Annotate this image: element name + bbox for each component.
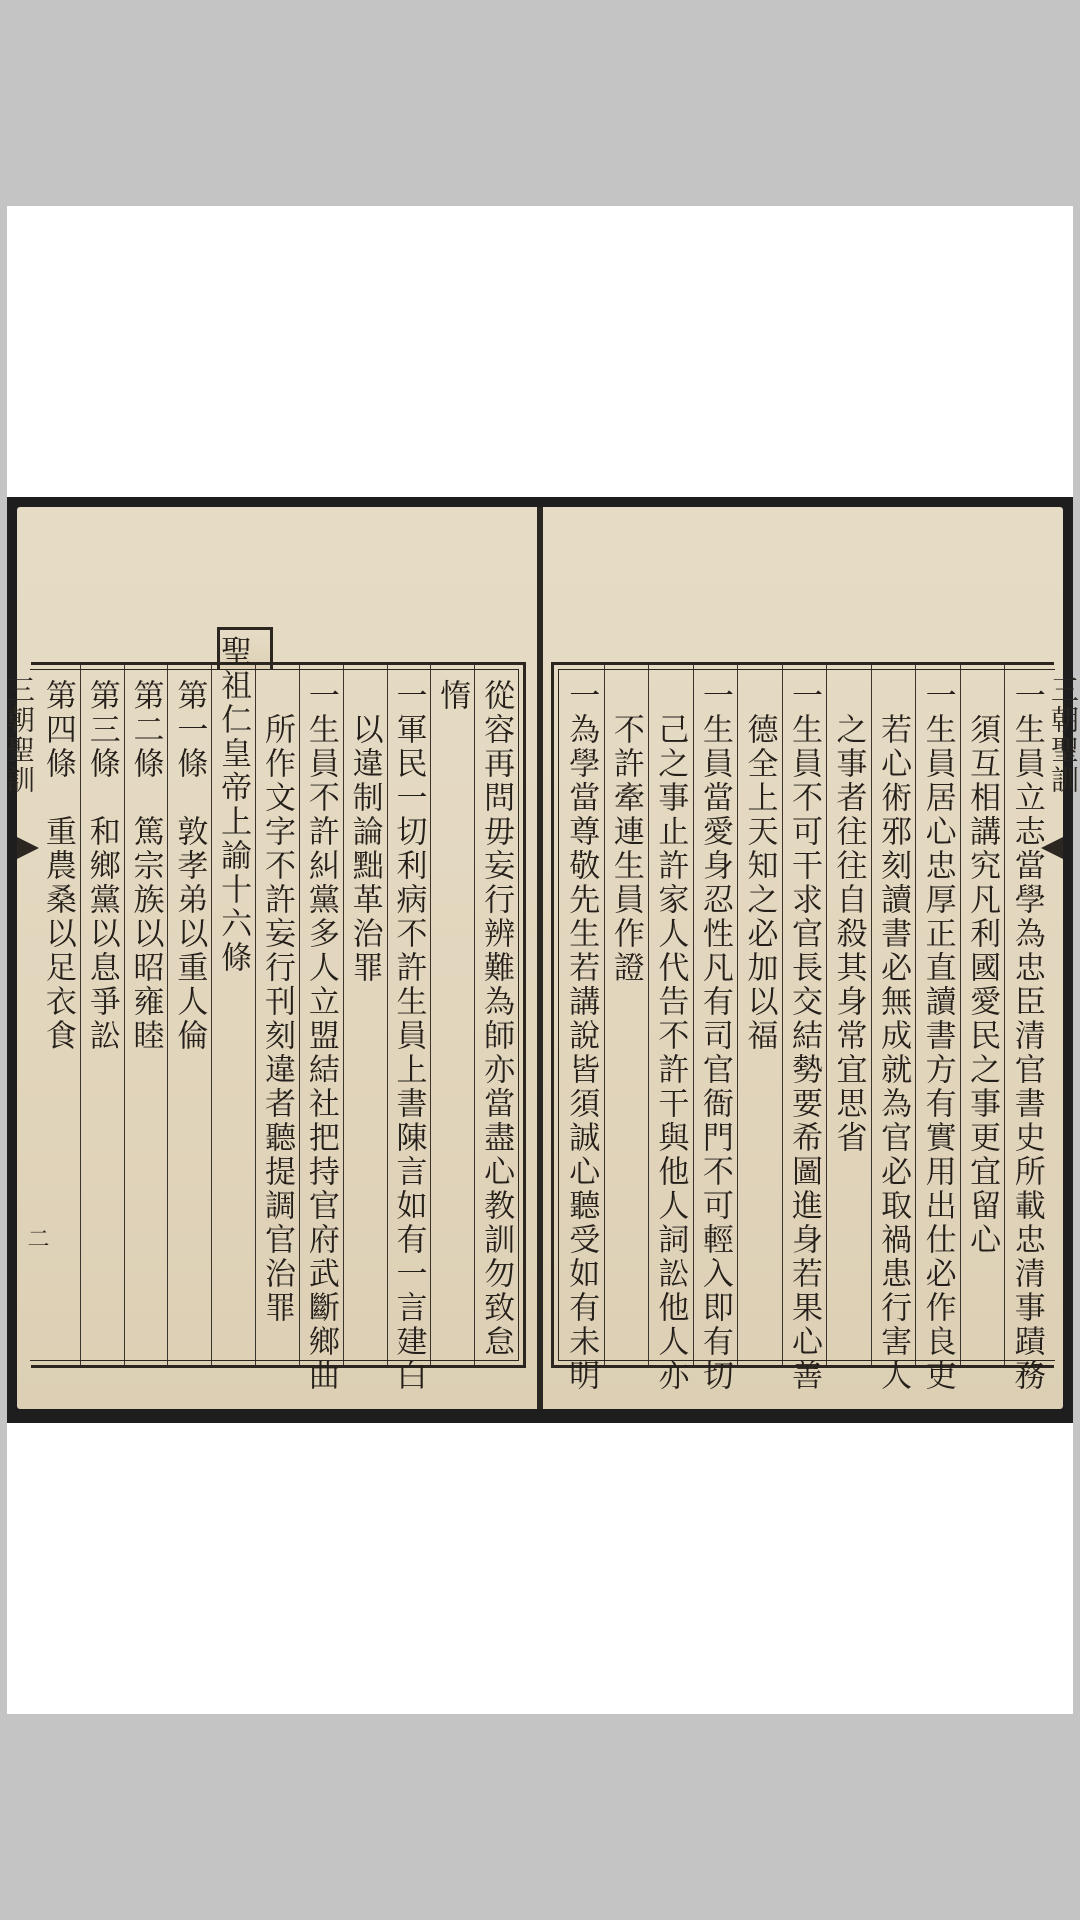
text-column: 若心術邪刻讀書必無成就為官必取禍患行害人 xyxy=(875,713,912,1393)
text-column: 所作文字不許妄行刊刻違者聽提調官治罪 xyxy=(259,713,295,1325)
text-column: 一為學當尊敬先生若講說皆須誠心聽受如有未明 xyxy=(563,679,600,1393)
column-rule xyxy=(826,665,827,1365)
column-rule xyxy=(648,665,649,1365)
text-column: 一生員不可干求官長交結勢要希圖進身若果心善 xyxy=(786,679,822,1393)
text-column: 第一條 敦孝弟以重人倫 xyxy=(171,679,208,1053)
column-rule xyxy=(343,665,344,1365)
right-page xyxy=(543,507,1080,1409)
text-column: 不許牽連生員作證 xyxy=(607,713,644,985)
column-rule xyxy=(604,665,605,1365)
column-rule xyxy=(255,665,256,1365)
text-column: 一生員不許糾黨多人立盟結社把持官府武斷鄉曲 xyxy=(302,679,339,1393)
column-rule xyxy=(737,665,738,1365)
text-column: 第二條 篤宗族以昭雍睦 xyxy=(127,679,164,1053)
column-rule xyxy=(960,665,961,1365)
text-column: 以違制論黜革治罪 xyxy=(346,713,383,985)
text-column: 第三條 和鄉黨以息爭訟 xyxy=(83,679,120,1053)
text-column: 一生員居心忠厚正直讀書方有實用出仕必作良吏 xyxy=(919,679,956,1393)
column-rule xyxy=(124,665,125,1365)
right-text-frame xyxy=(551,662,1054,1393)
text-column: 己之事止許家人代告不許干與他人詞訟他人亦 xyxy=(652,713,689,1393)
column-rule xyxy=(80,665,81,1365)
text-column: 從容再問毋妄行辨難為師亦當盡心教訓勿致怠 xyxy=(478,679,515,1359)
fish-tail-mark-right xyxy=(1041,837,1063,859)
book-spine-title-right: 三朝聖訓 xyxy=(1047,675,1080,795)
text-column: 第四條 重農桑以足衣食 xyxy=(39,679,76,1053)
column-rule xyxy=(211,665,212,1365)
text-column: 之事者往往自殺其身常宜思省 xyxy=(830,713,867,1155)
column-rule xyxy=(299,665,300,1365)
text-column: 德全上天知之必加以福 xyxy=(741,713,778,1053)
column-rule xyxy=(474,665,475,1365)
left-page xyxy=(3,507,537,1409)
column-rule xyxy=(871,665,872,1365)
column-rule xyxy=(430,665,431,1365)
text-column: 一生員當愛身忍性凡有司官衙門不可輕入即有切 xyxy=(696,679,733,1393)
text-column: 惰 xyxy=(434,679,471,713)
text-column: 一軍民一切利病不許生員上書陳言如有一言建白 xyxy=(390,679,427,1393)
text-column: 須互相講究凡利國愛民之事更宜留心 xyxy=(964,713,1001,1257)
fish-tail-mark-left xyxy=(17,837,39,859)
book-spine-title-left: 三朝聖訓 xyxy=(3,675,36,795)
text-column: 聖祖仁皇帝上諭十六條 xyxy=(215,635,252,975)
text-column: 一生員立志當學為忠臣清官書史所載忠清事蹟務 xyxy=(1008,679,1045,1393)
column-rule xyxy=(915,665,916,1365)
column-rule xyxy=(782,665,783,1365)
column-rule xyxy=(693,665,694,1365)
column-rule xyxy=(1004,665,1005,1365)
book-scan xyxy=(3,497,1080,1423)
page-number: 二 xyxy=(24,1227,49,1249)
left-text-frame xyxy=(31,635,526,1393)
column-rule xyxy=(167,665,168,1365)
column-rule xyxy=(387,665,388,1365)
